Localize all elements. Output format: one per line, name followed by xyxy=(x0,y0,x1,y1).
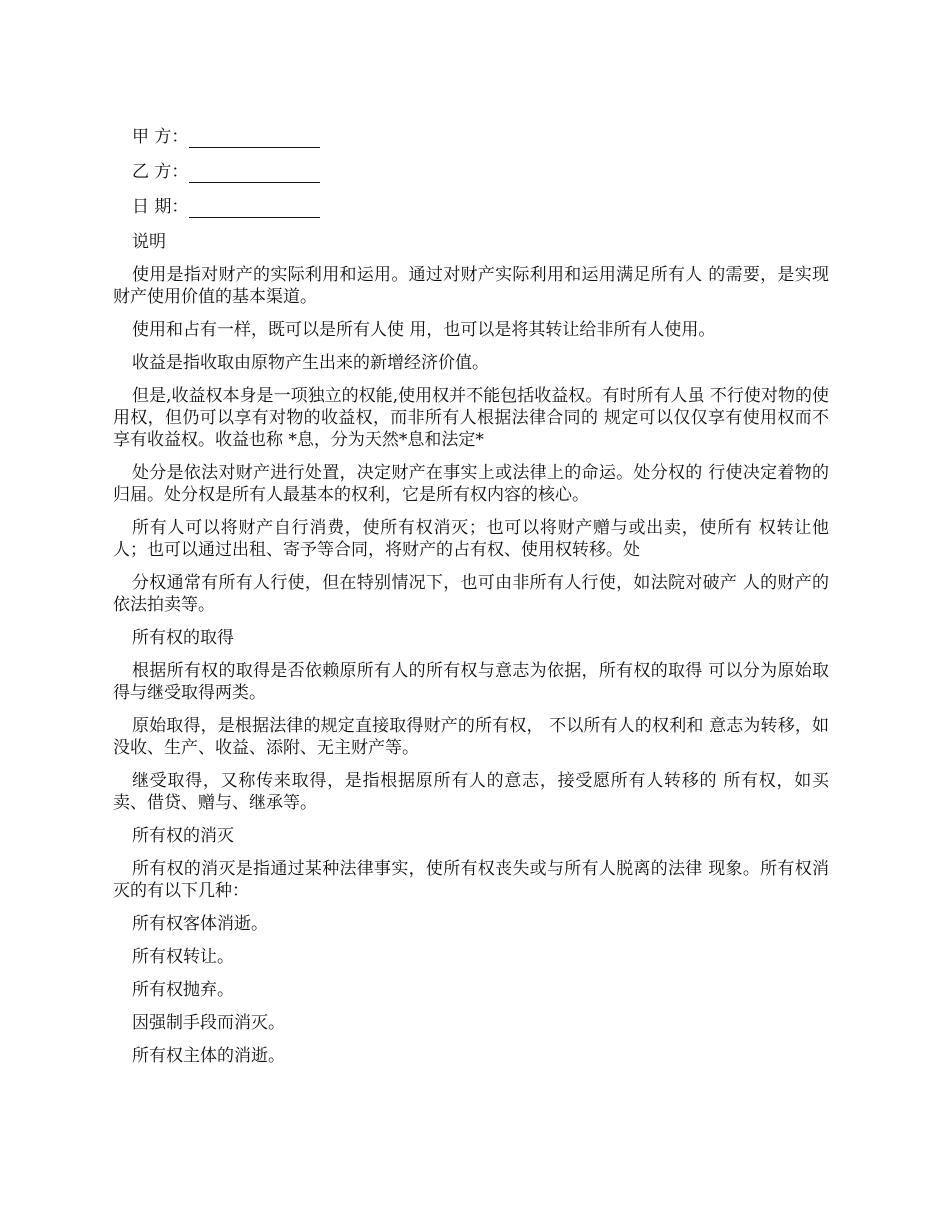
date-field xyxy=(113,196,829,218)
paragraph: 所有权的消灭是指通过某种法律事实，使所有权丧失或与所有人脱离的法律 现象。所有权消灭的有以下几种： xyxy=(113,859,829,901)
paragraph: 所有人可以将财产自行消费，使所有权消灭；也可以将财产赠与或出卖，使所有 权转让他人；也可以通过出租、寄予等合同，将财产的占有权、使用权转移。处 xyxy=(113,518,829,560)
section-heading-acquisition: 所有权的取得 xyxy=(132,628,234,648)
paragraph: 收益是指收取由原物产生出来的新增经济价值。 xyxy=(132,353,489,373)
paragraph: 使用是指对财产的实际利用和运用。通过对财产实际利用和运用满足所有人 的需要，是实现财产使用价值的基本渠道。 xyxy=(113,265,829,307)
list-item: 所有权转让。 xyxy=(132,947,234,967)
list-item: 因强制手段而消灭。 xyxy=(132,1013,285,1033)
paragraph: 继受取得，又称传来取得，是指根据原所有人的意志，接受愿所有人转移的 所有权，如买卖、借贷、赠与、继承等。 xyxy=(113,771,829,813)
document-page xyxy=(113,126,829,1078)
party-b-blank xyxy=(189,165,320,183)
list-item: 所有权抛弃。 xyxy=(132,980,234,1000)
date-label: 日 期： xyxy=(132,197,189,217)
date-blank xyxy=(189,200,320,218)
party-a-field xyxy=(113,126,829,148)
paragraph: 分权通常有所有人行使，但在特别情况下，也可由非所有人行使，如法院对破产 人的财产的依法拍卖等。 xyxy=(113,573,829,615)
paragraph: 原始取得，是根据法律的规定直接取得财产的所有权， 不以所有人的权利和 意志为转移，如没收、生产、收益、添附、无主财产等。 xyxy=(113,716,829,758)
paragraph: 使用和占有一样，既可以是所有人使 用，也可以是将其转让给非所有人使用。 xyxy=(132,320,716,340)
party-b-field xyxy=(113,161,829,183)
party-a-label: 甲 方： xyxy=(132,127,189,147)
list-item: 所有权主体的消逝。 xyxy=(132,1046,285,1066)
document-title: 说明 xyxy=(132,232,166,252)
paragraph: 根据所有权的取得是否依赖原所有人的所有权与意志为依据，所有权的取得 可以分为原始取得与继受取得两类。 xyxy=(113,661,829,703)
list-item: 所有权客体消逝。 xyxy=(132,914,268,934)
paragraph: 处分是依法对财产进行处置，决定财产在事实上或法律上的命运。处分权的 行使决定着物的归届。处分权是所有人最基本的权利，它是所有权内容的核心。 xyxy=(113,463,829,505)
party-b-label: 乙 方： xyxy=(132,162,189,182)
paragraph: 但是,收益权本身是一项独立的权能,使用权并不能包括收益权。有时所有人虽 不行使对物的使用权，但仍可以享有对物的收益权，而非所有人根据法律合同的 规定可以仅仅享有使用权而不享有收益权。收益也称 *息，分为天然*息和法定* xyxy=(113,386,829,450)
section-heading-extinction: 所有权的消灭 xyxy=(132,826,234,846)
party-a-blank xyxy=(189,130,320,148)
